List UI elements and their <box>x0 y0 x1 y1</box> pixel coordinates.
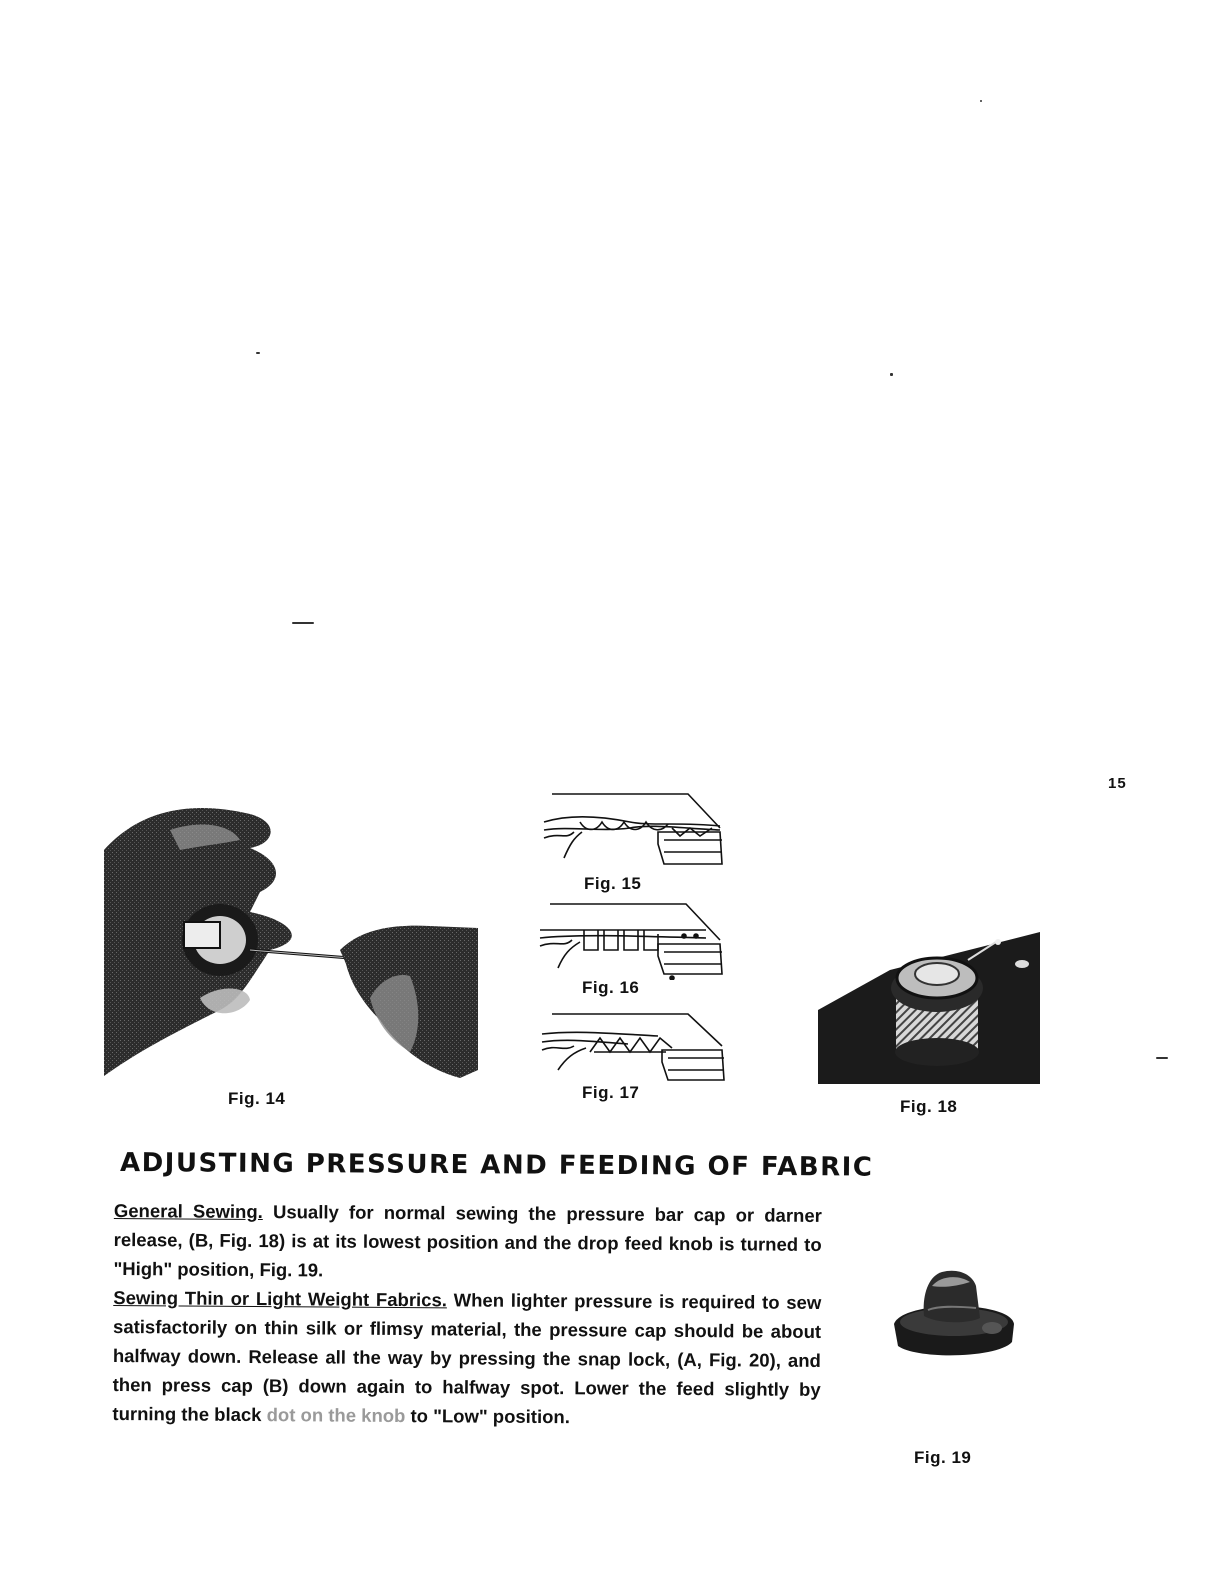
paragraph-text-end: to "Low" position. <box>410 1405 570 1428</box>
faded-text: dot on the knob <box>266 1404 406 1427</box>
fig15-caption: Fig. 15 <box>584 874 642 893</box>
section-heading: ADJUSTING PRESSURE AND FEEDING OF FABRIC <box>119 1148 874 1183</box>
fig19-photo <box>888 1266 1020 1362</box>
scan-artifact <box>292 622 314 624</box>
body-text <box>112 1196 822 1433</box>
fig17-caption: Fig. 17 <box>582 1083 640 1102</box>
paragraph-text: Usually for normal sewing the pressure bar cap or darner release, (B, Fig. 18) is at its lowest position and the drop feed knob is turned to "High" position, Fig. 19. <box>113 1201 822 1281</box>
fig17-diagram <box>538 1008 730 1084</box>
scan-artifact <box>980 100 982 102</box>
fig15-diagram <box>540 788 730 870</box>
fig19-caption: Fig. 19 <box>914 1448 972 1467</box>
run-in-heading: General Sewing. <box>113 1199 263 1223</box>
scan-artifact <box>256 352 260 354</box>
scan-artifact <box>890 373 893 376</box>
fig18-photo <box>818 928 1042 1086</box>
page-number: 15 <box>1108 775 1127 792</box>
paragraph-text: When lighter pressure is required to sew satisfactorily on thin silk or flimsy material, the pressure cap should be about halfway down. Release all the way by pressing the snap lock, (A, Fig. 20), and then press cap (B) down again to halfway spot. Lower the feed slightly by turning the black <box>112 1289 822 1426</box>
fig14-caption: Fig. 14 <box>228 1089 286 1108</box>
run-in-heading: Sewing Thin or Light Weight Fabrics. <box>113 1286 448 1311</box>
paragraph-thin-fabrics <box>112 1283 821 1433</box>
scan-artifact <box>1156 1057 1168 1059</box>
fig14-photo <box>100 800 482 1082</box>
fig16-caption: Fig. 16 <box>582 978 640 997</box>
fig18-caption: Fig. 18 <box>900 1097 958 1116</box>
paragraph-general-sewing <box>113 1196 822 1288</box>
fig16-diagram <box>536 898 730 980</box>
